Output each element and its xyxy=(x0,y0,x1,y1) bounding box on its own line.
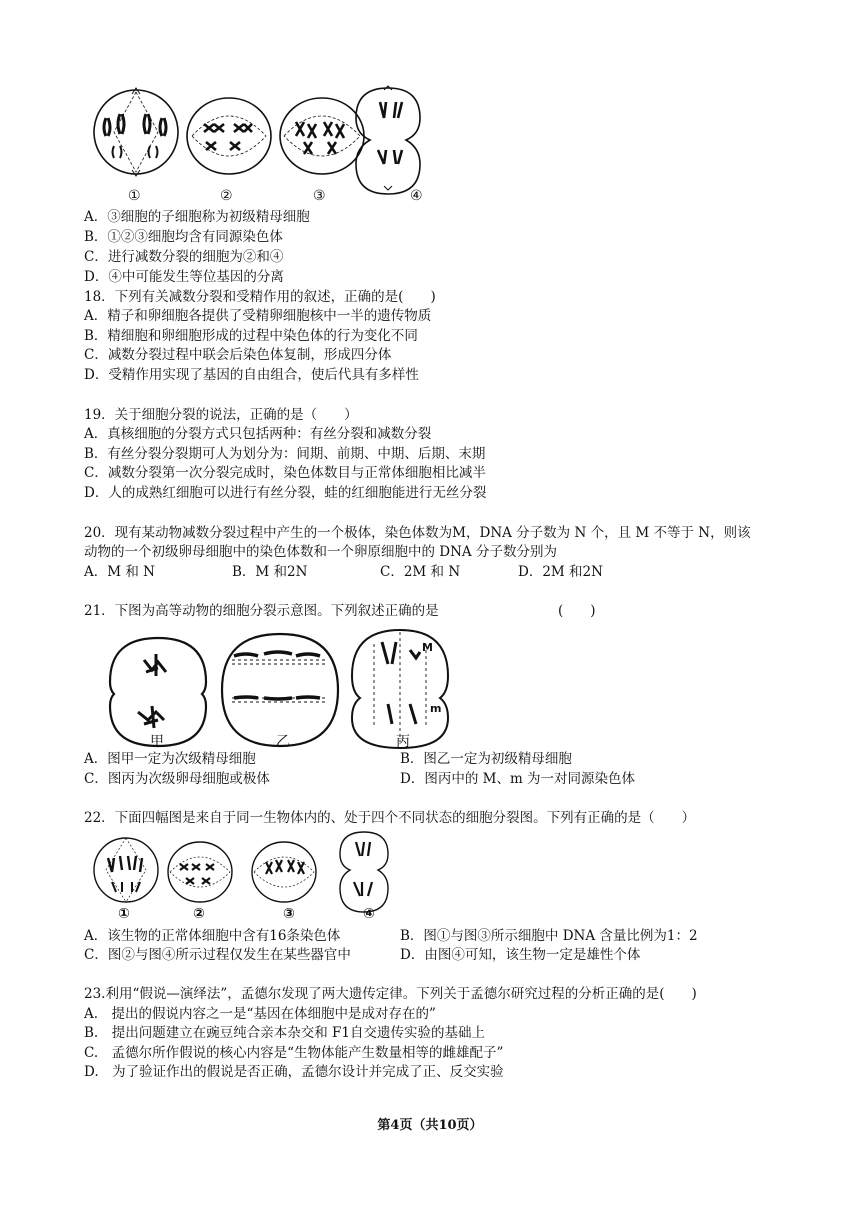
q22-label-1: ① xyxy=(118,906,130,922)
q22-figure xyxy=(88,830,398,915)
q19-option-a: A．真核细胞的分裂方式只包括两种：有丝分裂和减数分裂 xyxy=(84,426,432,442)
q21-mark-m: m xyxy=(430,702,442,715)
q17-cell-3 xyxy=(280,98,364,174)
q20-option-c: C．2M 和 N xyxy=(380,564,461,580)
q22-label-2: ② xyxy=(193,906,205,922)
q19-option-b: B．有丝分裂分裂期可人为划分为：间期、前期、中期、后期、末期 xyxy=(84,446,486,462)
q23-stem: 23.利用“假说—演绎法”，孟德尔发现了两大遗传定律。下列关于孟德尔研究过程的分析正确的是( ) xyxy=(84,986,697,1002)
q17-option-b: B．①②③细胞均含有同源染色体 xyxy=(84,229,283,245)
q17-option-c: C．进行减数分裂的细胞为②和④ xyxy=(84,249,284,265)
q23-option-c: C. 孟德尔所作假说的核心内容是“生物体能产生数量相等的雌雄配子” xyxy=(84,1045,504,1061)
q20-option-d: D．2M 和2N xyxy=(518,564,603,580)
q22-option-c: C．图②与图④所示过程仅发生在某些器官中 xyxy=(84,947,351,963)
q21-mark-M: M xyxy=(422,641,433,654)
q21-answer-bracket: ( ) xyxy=(558,603,596,619)
q21-option-c: C．图丙为次级卵母细胞或极体 xyxy=(84,771,270,787)
q21-label-bing: 丙 xyxy=(396,734,410,750)
q17-cell-1 xyxy=(94,88,178,176)
q22-option-d: D．由图④可知，该生物一定是雄性个体 xyxy=(400,947,641,963)
q18-stem: 18．下列有关减数分裂和受精作用的叙述，正确的是( ) xyxy=(84,289,436,305)
q22-option-a: A．该生物的正常体细胞中含有16条染色体 xyxy=(84,928,341,944)
q17-cell-2 xyxy=(187,98,271,174)
q21-option-d: D．图丙中的 M、m 为一对同源染色体 xyxy=(400,771,636,787)
q17-label-2: ② xyxy=(220,188,233,204)
q17-option-d: D．④中可能发生等位基因的分离 xyxy=(84,269,284,285)
q20-stem-line-2: 动物的一个初级卵母细胞中的染色体数和一个卵原细胞中的 DNA 分子数分别为 xyxy=(84,544,557,560)
q21-cell-jia xyxy=(110,638,206,746)
q22-cell-diagrams xyxy=(88,830,398,915)
q17-option-a: A．③细胞的子细胞称为初级精母细胞 xyxy=(84,209,310,225)
q21-option-a: A．图甲一定为次级精母细胞 xyxy=(84,751,256,767)
q20-option-b: B．M 和2N xyxy=(232,564,308,580)
q22-option-b: B．图①与图③所示细胞中 DNA 含量比例为1：2 xyxy=(400,928,698,944)
q20-stem-line-1: 20．现有某动物减数分裂过程中产生的一个极体，染色体数为M，DNA 分子数为 N 个，且 M 不等于 N，则该 xyxy=(84,525,751,541)
q21-stem: 21．下图为高等动物的细胞分裂示意图。下列叙述正确的是 xyxy=(84,603,439,619)
q22-cell-1 xyxy=(94,838,158,902)
q22-cell-4 xyxy=(340,832,388,912)
q21-label-yi: 乙 xyxy=(276,734,290,750)
q19-option-c: C．减数分裂第一次分裂完成时，染色体数目与正常体细胞相比减半 xyxy=(84,465,486,481)
q17-figure xyxy=(84,84,464,209)
q18-option-c: C．减数分裂过程中联会后染色体复制，形成四分体 xyxy=(84,347,392,363)
q21-option-b: B．图乙一定为初级精母细胞 xyxy=(400,751,572,767)
q20-option-a: A．M 和 N xyxy=(84,564,155,580)
q22-cell-3 xyxy=(252,842,316,902)
q22-stem: 22．下面四幅图是来自于同一生物体内的、处于四个不同状态的细胞分裂图。下列有正确的是（ ） xyxy=(84,810,696,826)
q19-option-d: D．人的成熟红细胞可以进行有丝分裂，蛙的红细胞能进行无丝分裂 xyxy=(84,485,487,501)
q21-cell-yi xyxy=(222,634,338,746)
q18-option-b: B．精细胞和卵细胞形成的过程中染色体的行为变化不同 xyxy=(84,328,418,344)
q17-label-3: ③ xyxy=(313,188,326,204)
q17-label-4: ④ xyxy=(410,188,423,204)
q23-option-a: A. 提出的假说内容之一是“基因在体细胞中是成对存在的” xyxy=(84,1006,436,1022)
q17-cell-diagrams xyxy=(84,84,464,209)
q22-cell-2 xyxy=(168,842,232,902)
page-footer: 第4页（共10页） xyxy=(377,1118,483,1133)
q17-cell-4 xyxy=(356,86,420,194)
q19-stem: 19．关于细胞分裂的说法，正确的是（ ） xyxy=(84,407,358,423)
q17-label-1: ① xyxy=(128,188,141,204)
q22-label-4: ④ xyxy=(363,906,375,922)
q22-label-3: ③ xyxy=(283,906,295,922)
q18-option-a: A．精子和卵细胞各提供了受精卵细胞核中一半的遗传物质 xyxy=(84,308,432,324)
q23-option-d: D. 为了验证作出的假说是否正确，孟德尔设计并完成了正、反交实验 xyxy=(84,1064,504,1080)
q23-option-b: B. 提出问题建立在豌豆纯合亲本杂交和 F1自交遗传实验的基础上 xyxy=(84,1025,485,1041)
q18-option-d: D．受精作用实现了基因的自由组合，使后代具有多样性 xyxy=(84,367,419,383)
q21-label-jia: 甲 xyxy=(150,734,164,750)
